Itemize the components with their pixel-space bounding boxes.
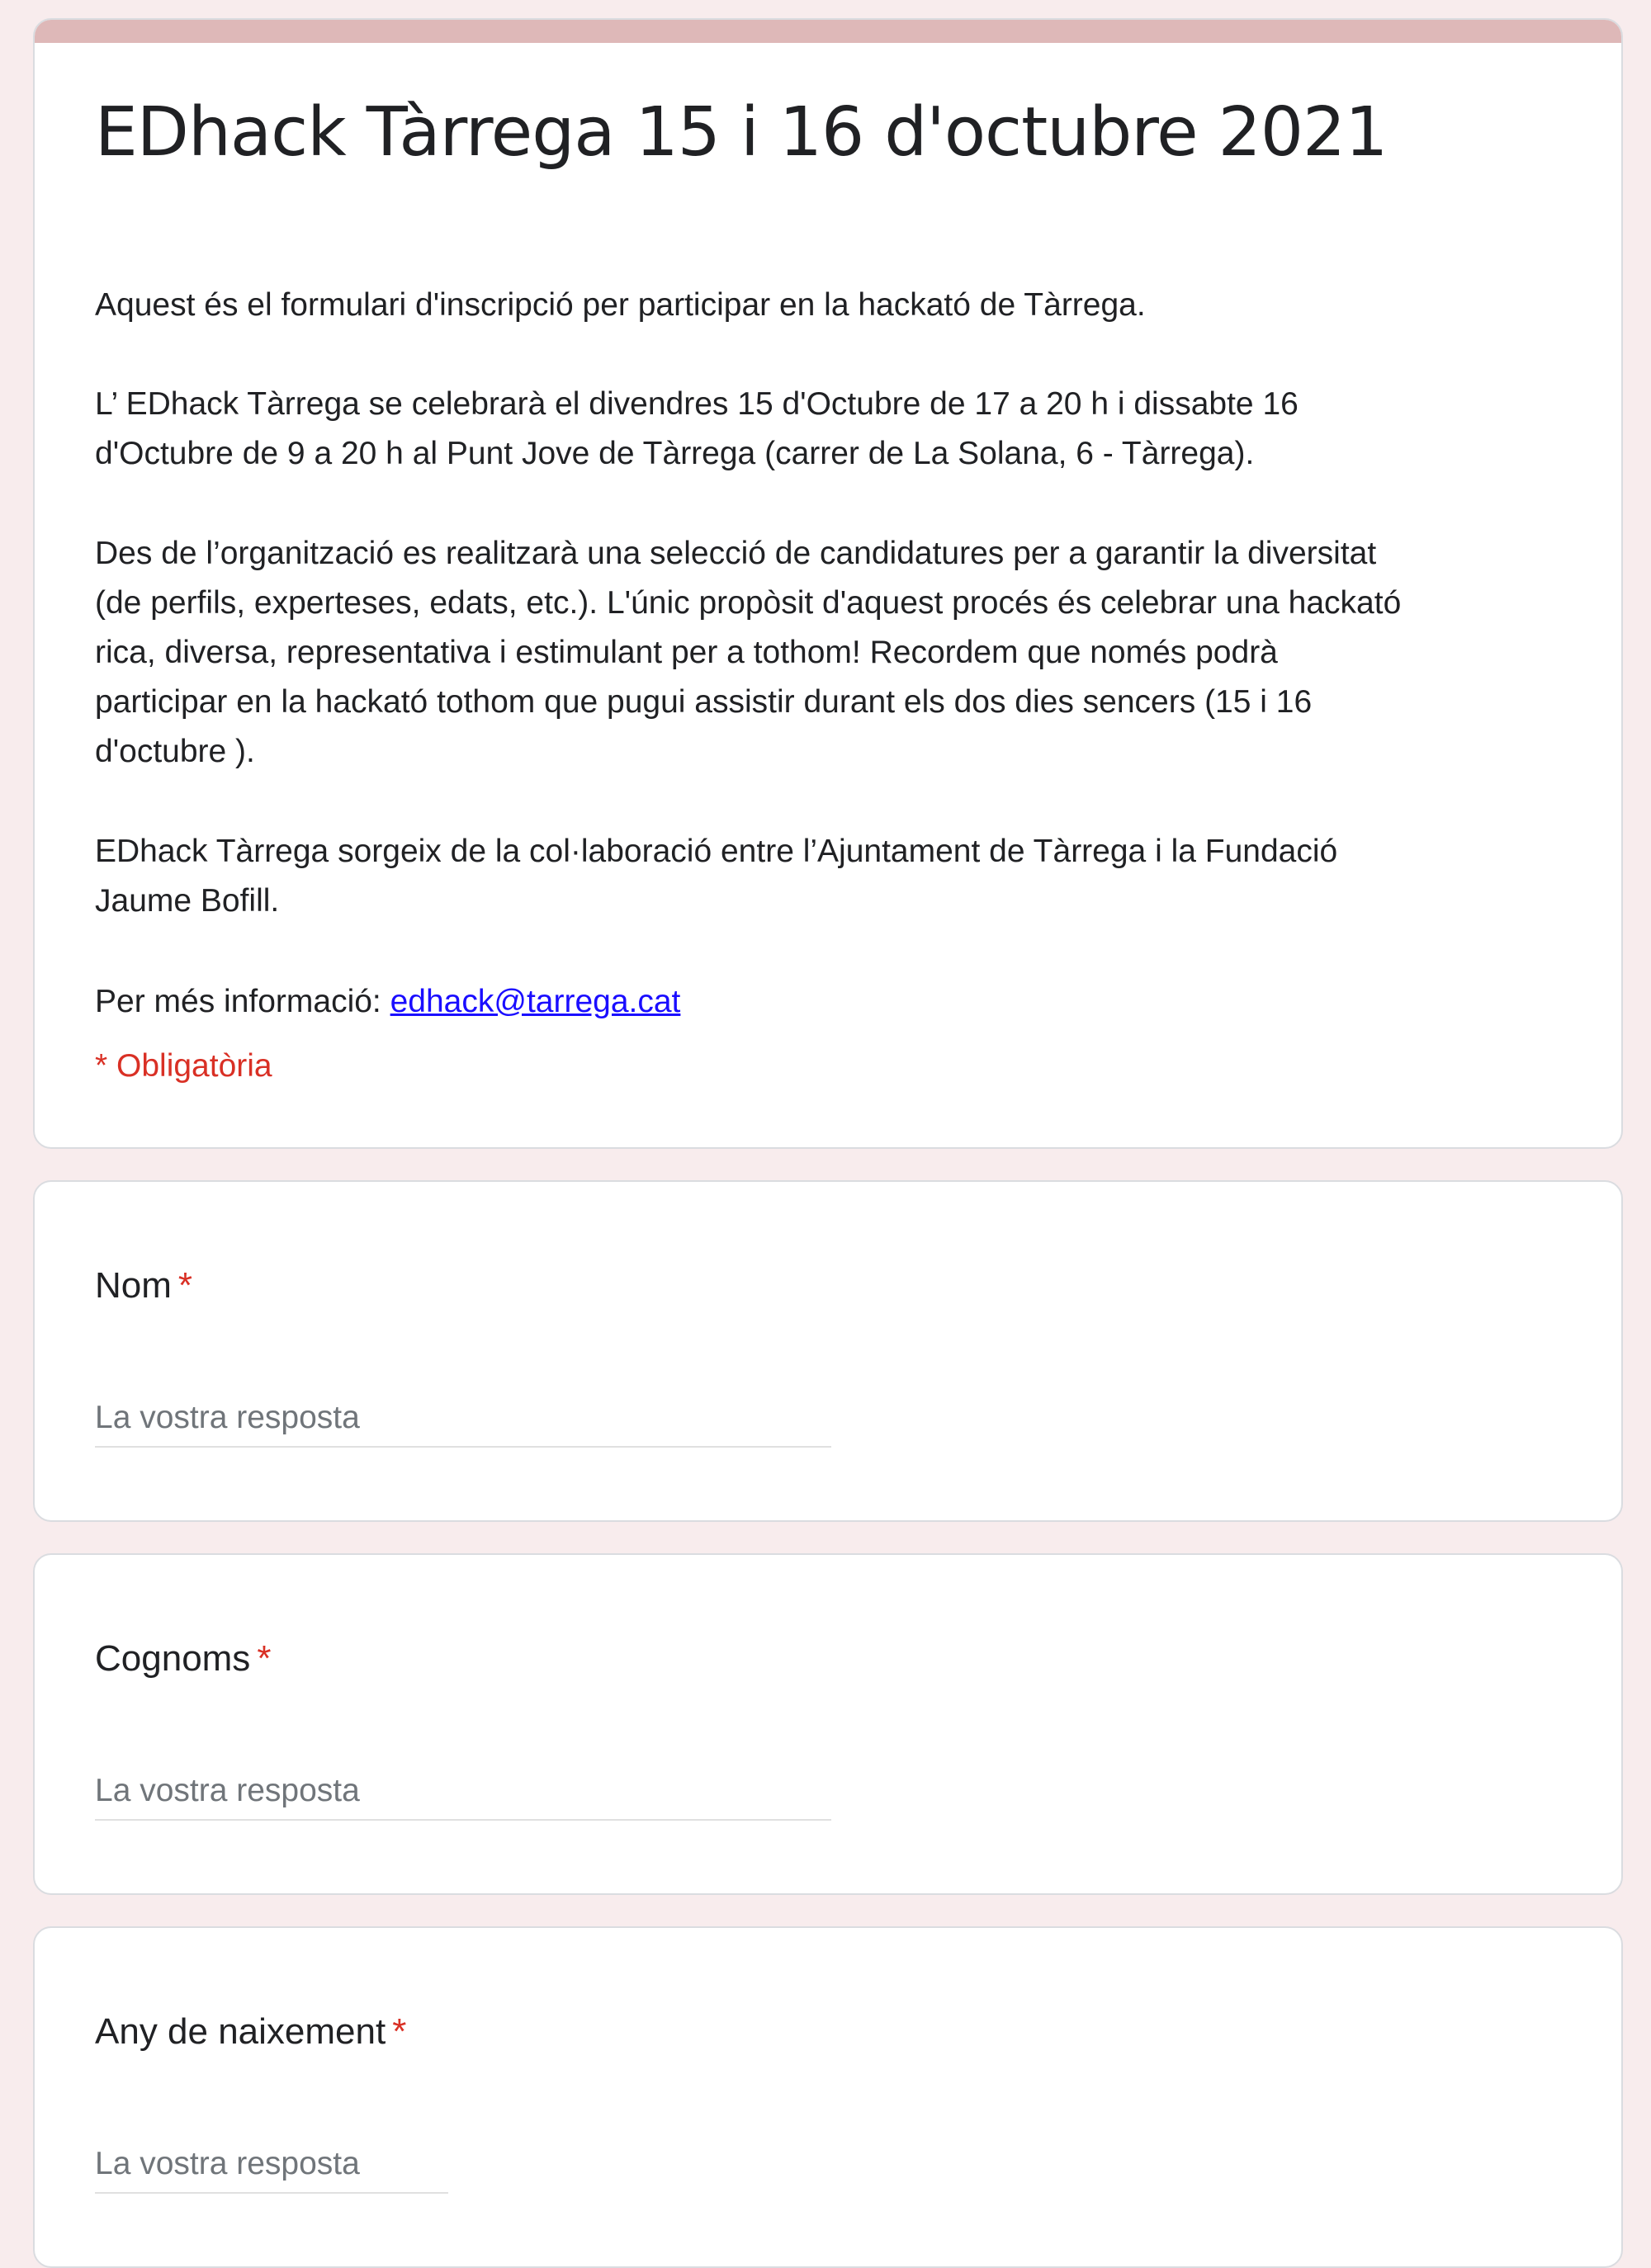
question-title [95, 2007, 406, 2057]
question-label: Cognoms [95, 1638, 251, 1679]
question-label: Any de naixement [95, 2011, 386, 2052]
description-line: participar en la hackató tothom que pugui assistir durant els dos dies sencers (15 i 16 [95, 684, 1313, 720]
question-card-nom [33, 1180, 1623, 1522]
contact-prefix: Per més informació: [95, 984, 390, 1019]
question-title [95, 1261, 192, 1311]
description-line: d'Octubre de 9 a 20 h al Punt Jove de Tàrrega (carrer de La Solana, 6 - Tàrrega). [95, 436, 1255, 471]
description-contact [95, 977, 1581, 1027]
cognoms-input[interactable] [95, 1763, 831, 1821]
description-line: EDhack Tàrrega sorgeix de la col·laboració entre l’Ajuntament de Tàrrega i la Fundació [95, 834, 1338, 869]
question-label: Nom [95, 1265, 172, 1306]
description-collaboration [95, 827, 1581, 926]
question-title [95, 1634, 271, 1684]
description-line: Des de l’organització es realitzarà una selecció de candidatures per a garantir la diversitat [95, 536, 1377, 571]
required-note: * Obligatòria [95, 1048, 272, 1084]
description-line: rica, diversa, representativa i estimulant per a tothom! Recordem que només podrà [95, 635, 1278, 670]
required-asterisk: * [177, 1265, 193, 1306]
description-selection [95, 529, 1581, 777]
nom-input[interactable] [95, 1390, 831, 1448]
required-asterisk: * [257, 1638, 272, 1679]
description-line: (de perfils, experteses, edats, etc.). L'únic propòsit d'aquest procés és celebrar una hackató [95, 585, 1402, 621]
question-card-cognoms [33, 1553, 1623, 1895]
description-intro-text: Aquest és el formulari d'inscripció per participar en la hackató de Tàrrega. [95, 287, 1146, 323]
form-accent-bar [35, 20, 1621, 43]
description-line: d'octubre ). [95, 734, 255, 769]
form-header-card [33, 18, 1623, 1149]
form-title: EDhack Tàrrega 15 i 16 d'octubre 2021 [95, 93, 1388, 172]
any-naixement-input[interactable] [95, 2136, 448, 2194]
contact-email-link[interactable]: edhack@tarrega.cat [390, 984, 681, 1019]
question-card-any-naixement [33, 1926, 1623, 2268]
description-line: Jaume Bofill. [95, 883, 280, 919]
description-event-dates [95, 380, 1581, 479]
description-intro [95, 281, 1581, 330]
required-asterisk: * [392, 2011, 407, 2052]
description-line: L’ EDhack Tàrrega se celebrarà el divendres 15 d'Octubre de 17 a 20 h i dissabte 16 [95, 386, 1299, 422]
